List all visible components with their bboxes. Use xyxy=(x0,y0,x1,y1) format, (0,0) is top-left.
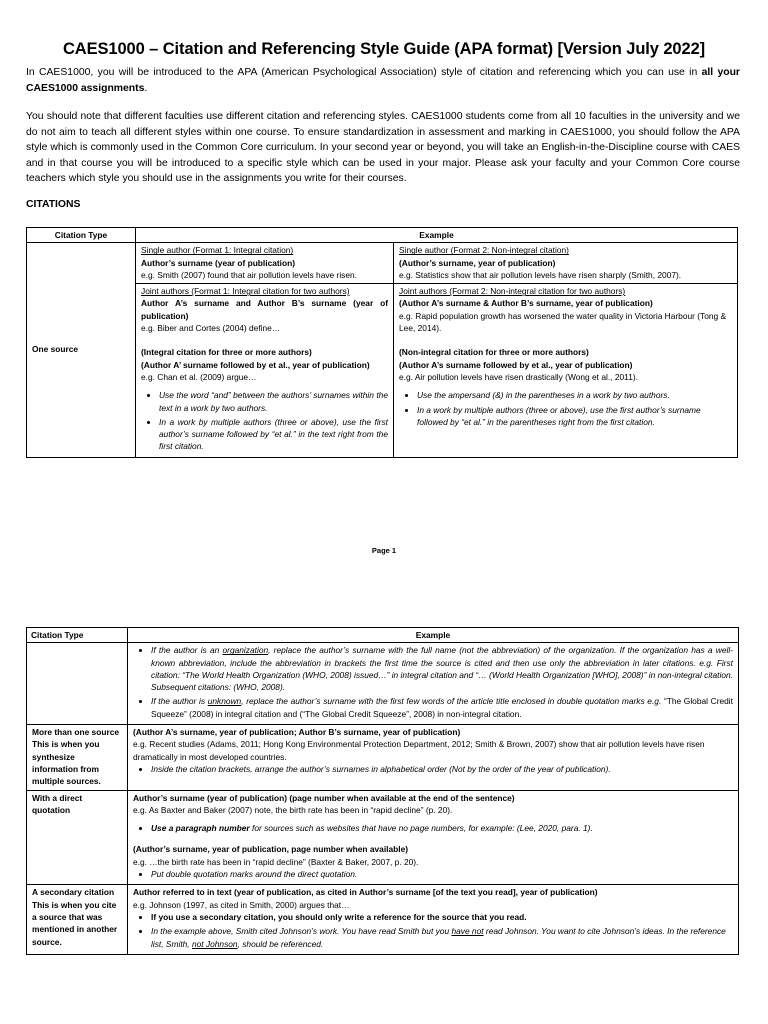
cell-example: e.g. Biber and Cortes (2004) define… xyxy=(141,323,281,334)
cell-example: e.g. Statistics show that air pollution levels have risen sharply (Smith, 2007). xyxy=(399,269,682,280)
note-list xyxy=(133,868,733,880)
note-list xyxy=(133,644,733,720)
citations-table-2 xyxy=(26,627,739,955)
list-item: • If you use a secondary citation, you should only write a reference for the source that you read. xyxy=(151,911,733,923)
header-example: Example xyxy=(128,628,739,643)
list-item: • Use the word “and” between the authors’ surnames within the text in a work by two authors. xyxy=(159,389,388,414)
table-row xyxy=(27,643,739,725)
cell-format: (Author A’s surname followed by et al., year of publication) xyxy=(399,359,633,370)
note-list xyxy=(399,389,732,428)
list-item: • If the author is an organization, replace the author’s surname with the full name (not the abbreviation) of the organization. If the organization has a well-known abbreviation, include the abbreviation in brackets the first time the source is cited and then use only the abbreviation in later citations. e.g. First citation: “The World Health Organization (WHO, 2008) issued…” in integral citation and “… (World Health Organization [WHO], 2008)” in non-integral citation. Subsequent citations: (WHO, 2008). xyxy=(151,644,733,693)
cell-example: e.g. As Baxter and Baker (2007) note, the birth rate has been in “rapid decline” (p. 20). xyxy=(133,804,453,815)
header-example: Example xyxy=(136,228,738,243)
cell-example: e.g. Smith (2007) found that air pollution levels have risen. xyxy=(141,269,358,280)
note-list xyxy=(133,822,733,834)
cell-secondary-citation xyxy=(128,885,739,954)
cell-example: e.g. Chan et al. (2009) argue… xyxy=(141,371,257,382)
cell-heading: Single author (Format 1: Integral citation) xyxy=(141,245,294,256)
cell-example: e.g. Rapid population growth has worsened the water quality in Victoria Harbour (Tong & Lee, 2014). xyxy=(399,310,727,334)
cell-format: Author A’s surname and Author B’s surname (year of publication) xyxy=(141,298,388,321)
cell-multiple-sources xyxy=(128,725,739,790)
list-item: • In a work by multiple authors (three or above), use the first author’s surname followed by “et al.” in the parentheses right from the first citation. xyxy=(417,404,732,429)
header-citation-type: Citation Type xyxy=(27,628,128,643)
cell-format: (Author’s surname, year of publication, page number when available) xyxy=(133,844,409,855)
cell-format: (Author’s surname, year of publication) xyxy=(399,257,556,268)
list-item: • Inside the citation brackets, arrange the author’s surnames in alphabetical order (Not by the order of the year of publication). xyxy=(151,763,733,775)
table-row xyxy=(27,243,738,284)
cell-joint-non-integral xyxy=(394,284,738,458)
table-header-row xyxy=(27,628,739,643)
row-label-empty xyxy=(27,643,128,725)
list-item: • In a work by multiple authors (three or above), use the first author’s surname followed by “et al.” in the text right from the first citation. xyxy=(159,416,388,453)
intro-emphasis: all your CAES1000 assignments xyxy=(26,67,740,94)
cell-format: (Author A’s surname & Author B’s surname, year of publication) xyxy=(399,298,653,309)
cell-direct-quotation xyxy=(128,790,739,885)
table-row xyxy=(27,885,739,954)
cell-organization-unknown xyxy=(128,643,739,725)
cell-single-integral xyxy=(136,243,394,284)
intro-paragraph-2: You should note that different faculties use different citation and referencing styles. CAES1000 students come from all 10 faculties in the university and we do not aim to teach all different styles within one course. To ensure standardization in assessment and marking in CAES1000, you should follow the APA style which is commonly used in the Common Core curriculum. In your second year or beyond, you will take an English-in-the-Discipline course with CAES and in that course you will be introduced to a specific style which can be used in your major. Please ask your faculty and your Common Core course teachers which style you should use in the assignments you write for their courses. xyxy=(26,111,740,185)
cell-heading: Joint authors (Format 1: Integral citation for two authors) xyxy=(141,286,350,297)
cell-example: e.g. Recent studies (Adams, 2011; Hong Kong Environmental Protection Department, 2012; Smith & Brown, 2007) show that air pollution levels have risen dramatically in most developed countries. xyxy=(133,739,705,762)
row-label-direct-quotation: With a direct quotation xyxy=(27,790,128,885)
list-item: • Put double quotation marks around the direct quotation. xyxy=(151,868,733,880)
list-item: • If the author is unknown, replace the author’s surname with the first few words of the article title enclosed in double quotation marks e.g. “The Global Credit Squeeze” (2008) in integral citation and (“The Global Credit Squeeze”, 2008) in non-integral citation. xyxy=(151,695,733,720)
cell-heading: Joint authors (Format 2: Non-integral citation for two authors) xyxy=(399,286,626,297)
cell-format: Author referred to in text (year of publication, as cited in Author’s surname [of the text you read], year of publication) xyxy=(133,887,598,898)
intro-text: In CAES1000, you will be introduced to the APA (American Psychological Association) style of citation and referencing which you can use in xyxy=(26,67,702,78)
cell-joint-integral xyxy=(136,284,394,458)
cell-format: (Author A’ surname followed by et al., year of publication) xyxy=(141,359,370,370)
cell-example: e.g. Johnson (1997, as cited in Smith, 2000) argues that… xyxy=(133,899,350,910)
table-row xyxy=(27,725,739,790)
list-item: • Use a paragraph number for sources such as websites that have no page numbers, for example: (Lee, 2020, para. 1). xyxy=(151,822,733,834)
intro-paragraph-1 xyxy=(26,65,740,96)
cell-format: (Non-integral citation for three or more authors) xyxy=(399,347,589,358)
header-citation-type: Citation Type xyxy=(27,228,136,243)
cell-heading: Single author (Format 2: Non-integral citation) xyxy=(399,245,569,256)
row-label-one-source: One source xyxy=(27,243,136,457)
document-title: CAES1000 – Citation and Referencing Style Guide (APA format) [Version July 2022] xyxy=(62,40,706,58)
row-label-more-than-one: More than one source This is when you synthesize information from multiple sources. xyxy=(27,725,128,790)
row-label-secondary-citation: A secondary citation This is when you cite a source that was mentioned in another source. xyxy=(27,885,128,954)
cell-example: e.g. Air pollution levels have risen drastically (Wong et al., 2011). xyxy=(399,371,638,382)
cell-format: Author’s surname (year of publication) xyxy=(141,257,296,268)
citations-table-1 xyxy=(26,227,738,458)
section-heading-citations: CITATIONS xyxy=(26,199,81,210)
intro-period: . xyxy=(144,82,148,94)
table-row xyxy=(27,790,739,885)
table-header-row xyxy=(27,228,738,243)
cell-single-non-integral xyxy=(394,243,738,284)
list-item: • In the example above, Smith cited Johnson’s work. You have read Smith but you have not read Johnson. You want to cite Johnson’s ideas. In the reference list, Smith, not Johnson, should be referenced. xyxy=(151,925,733,950)
cell-format: (Author A’s surname, year of publication; Author B’s surname, year of publication) xyxy=(133,727,461,738)
note-list xyxy=(133,763,733,775)
note-list xyxy=(141,389,388,452)
note-list xyxy=(133,911,733,950)
cell-example: e.g. …the birth rate has been in “rapid decline” (Baxter & Baker, 2007, p. 20). xyxy=(133,856,419,867)
page-number: Page 1 xyxy=(371,546,397,555)
cell-format: (Integral citation for three or more authors) xyxy=(141,347,312,358)
cell-format: Author’s surname (year of publication) (page number when available at the end of the sentence) xyxy=(133,792,515,803)
list-item: • Use the ampersand (&) in the parentheses in a work by two authors. xyxy=(417,389,732,401)
